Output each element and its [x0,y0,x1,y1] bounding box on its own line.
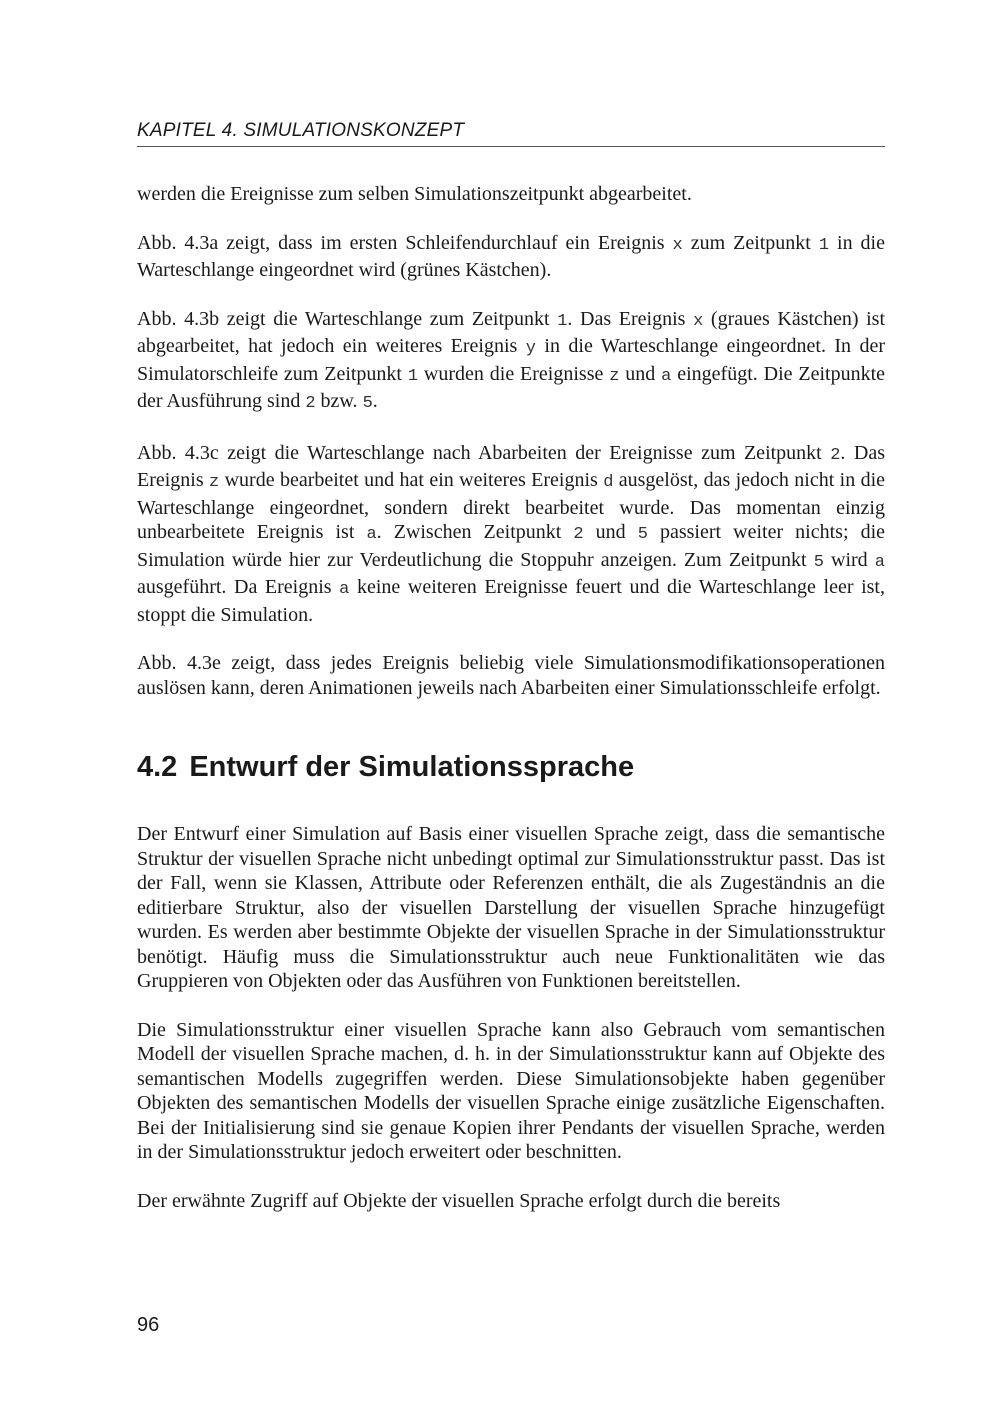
text-run: bzw. [315,390,363,412]
text-run: . Das Ereignis [567,307,694,330]
code-token: y [525,339,536,358]
text-run: in die Warteschlange eingeordnet. In der Simulatorschleife zum Zeitpunkt [137,335,885,385]
code-token: 5 [813,552,824,572]
text-run: . [372,390,378,412]
text-run: Abb. 4.3b zeigt die Warteschlange zum Zeitpunkt [137,307,558,330]
code-token: 2 [573,525,584,544]
text-run: Abb. 4.3a zeigt, dass im ersten Schleifendurchlauf ein Ereignis [137,231,673,254]
text-run: Die Simulationsstruktur einer visuellen Sprache kann also Gebrauch vom semantischen Modell der visuellen Sprache machen, d. h. in der Simulationsstruktur kann auf Objekte des semantischen Modells zugegriffen werden. Diese Simulationsobjekte haben gegenüber Objekten des semantischen Modells der visuellen Sprache einige zusätzliche Eigenschaften. Bei der Initialisierung sind sie genaue Kopien ihrer Pendants der visuellen Sprache, werden in der Simulationsstruktur jedoch erweitert oder beschnitten. [137,1018,885,1163]
code-token: 1 [407,366,419,386]
code-token: 1 [818,235,830,255]
code-token: d [603,473,614,492]
text-run: (graues Kästchen) ist abgearbeitet, hat jedoch ein weiteres Ereignis [137,307,886,357]
code-token: 5 [362,394,373,413]
text-run: wurden die Ereignisse [418,362,610,385]
paragraph [137,1189,885,1214]
paragraph [137,307,885,417]
text-run: Abb. 4.3c zeigt die Warteschlange nach Abarbeiten der Ereignisse zum Zeitpunkt [137,441,831,464]
paragraph [137,231,885,283]
text-run: . Das Ereignis [137,441,885,491]
chapter-title: KAPITEL 4. SIMULATIONSKONZEPT [137,120,465,141]
page-number: 96 [137,1314,160,1336]
section-title: Entwurf der Simulationssprache [189,751,635,783]
section-number: 4.2 [137,751,178,783]
code-token: a [366,525,377,544]
text-run: ausgelöst, das jedoch nicht in die Warteschlange eingeordnet, sondern direkt bearbeitet wurde. Das momentan einzig unbearbeitete Ereignis ist [137,469,886,543]
text-run: passiert weiter nichts; die Simulation würde hier zur Verdeutlichung die Stoppuhr anzeigen. Zum Zeitpunkt [137,521,886,571]
code-token: 1 [557,311,568,331]
paragraph [137,822,885,994]
code-token: 5 [637,525,648,544]
code-token: a [339,580,350,599]
code-token: a [874,552,885,572]
text-run: wird [823,548,875,571]
code-token: z [609,366,620,386]
code-token: 2 [305,394,316,413]
text-run: wurde bearbeitet und hat ein weiteres Ereignis [219,469,604,491]
text-run: Der Entwurf einer Simulation auf Basis einer visuellen Sprache zeigt, dass die semantische Struktur der visuellen Sprache nicht unbedingt optimal zur Simulationsstruktur passt. Das ist der Fall, wenn sie Klassen, Attribute oder Referenzen enthält, die als Zugeständnis an die editierbare Struktur, also der visuellen Darstellung der visuellen Sprache hinzugefügt wurden. Es werden aber bestimmte Objekte der visuellen Sprache in der Simulationsstruktur benötigt. Häufig muss die Simulationsstruktur auch neue Funktionalitäten wie das Gruppieren von Objekten oder das Ausführen von Funktionen bereitstellen. [137,823,885,992]
text-run: . Zwischen Zeitpunkt [376,521,574,543]
text-run: und [619,362,662,385]
text-run: Der erwähnte Zugriff auf Objekte der visuellen Sprache erfolgt durch die bereits [137,1189,781,1212]
running-header [137,120,885,147]
text-run: eingefügt. Die Zeitpunkte der Ausführung sind [137,362,886,412]
paragraph [137,441,885,628]
text-run: zum Zeitpunkt [682,231,819,254]
paragraph [137,182,885,207]
code-token: z [209,473,220,492]
code-token: x [672,235,683,255]
text-run: keine weiteren Ereignisse feuert und die Warteschlange leer ist, stoppt die Simulation. [137,576,885,626]
section-heading [137,750,885,784]
code-token: 2 [830,445,841,465]
text-run: und [583,521,638,543]
text-run: in die Warteschlange eingeordnet wird (grünes Kästchen). [137,231,885,281]
text-run: ausgeführt. Da Ereignis [137,576,340,598]
paragraph [137,1018,885,1165]
paragraph [137,651,885,700]
text-run: werden die Ereignisse zum selben Simulationszeitpunkt abgearbeitet. [137,183,692,205]
text-run: Abb. 4.3e zeigt, dass jedes Ereignis beliebig viele Simulationsmodifikationsoperationen auslösen kann, deren Animationen jeweils nach Abarbeiten einer Simulationsschleife erfolgt. [137,652,885,699]
code-token: a [661,366,672,386]
code-token: x [693,311,704,331]
main-text [137,182,885,1213]
